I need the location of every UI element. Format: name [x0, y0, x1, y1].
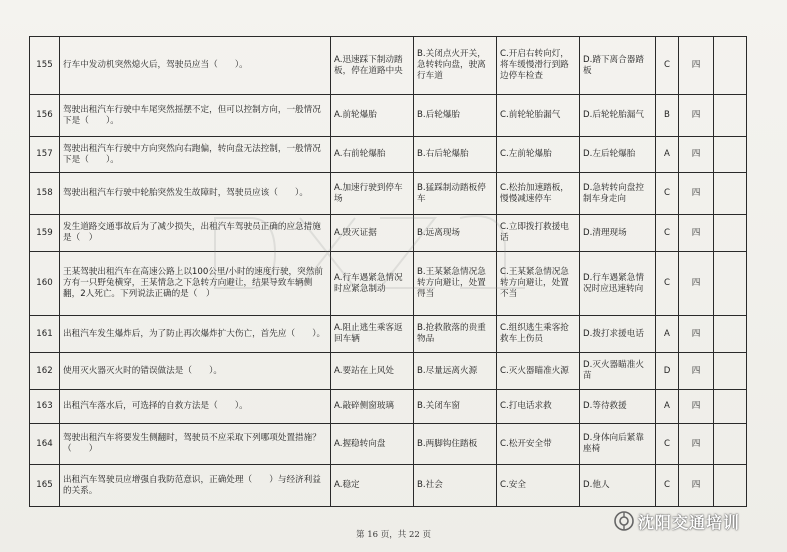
question-number: 158 [30, 173, 60, 215]
question-row [30, 37, 747, 95]
blank-cell [714, 424, 747, 465]
option-a: A.稳定 [331, 465, 414, 507]
question-category: 四 [679, 137, 714, 173]
answer-letter: B [656, 95, 679, 137]
option-b: B.抢救散落的贵重物品 [414, 316, 497, 353]
question-text: 王某驾驶出租汽车在高速公路上以100公里/小时的速度行驶，突然前方有一只野兔横穿，王某情急之下急转方向避让，结果导致车辆侧翻，2人死亡。下列说法正确的是（ ） [60, 252, 331, 316]
option-c: C.立即拨打救援电话 [497, 215, 580, 252]
blank-cell [714, 316, 747, 353]
option-d: D.清理现场 [580, 215, 656, 252]
question-number: 156 [30, 95, 60, 137]
option-c: C.松抬加速踏板，慢慢减速停车 [497, 173, 580, 215]
question-text: 行车中发动机突然熄火后，驾驶员应当（ ）。 [60, 37, 331, 95]
option-a: A.前轮爆胎 [331, 95, 414, 137]
option-b: B.关闭点火开关，急转转向盘，驶离行车道 [414, 37, 497, 95]
question-row [30, 95, 747, 137]
answer-letter: D [656, 353, 679, 390]
question-text: 出租汽车落水后，可选择的自救方法是（ ）。 [60, 390, 331, 424]
option-c: C.前轮轮胎漏气 [497, 95, 580, 137]
blank-cell [714, 465, 747, 507]
option-c: C.组织逃生乘客抢救车上伤员 [497, 316, 580, 353]
blank-cell [714, 353, 747, 390]
blank-cell [714, 215, 747, 252]
option-d: D.灭火器瞄准火苗 [580, 353, 656, 390]
answer-letter: C [656, 252, 679, 316]
question-category: 四 [679, 215, 714, 252]
option-d: D.身体向后紧靠座椅 [580, 424, 656, 465]
question-row [30, 316, 747, 353]
answer-letter: C [656, 424, 679, 465]
question-row [30, 353, 747, 390]
question-number: 157 [30, 137, 60, 173]
option-c: C.开启右转向灯，将车缓慢滑行到路边停车检查 [497, 37, 580, 95]
option-c: C.松开安全带 [497, 424, 580, 465]
option-b: B.王某紧急情况急转方向避让，处置得当 [414, 252, 497, 316]
answer-letter: C [656, 173, 679, 215]
option-b: B.关闭车窗 [414, 390, 497, 424]
question-text: 驾驶出租汽车行驶中方向突然向右跑偏，转向盘无法控制，一般情况下是（ ）。 [60, 137, 331, 173]
blank-cell [714, 37, 747, 95]
question-row [30, 137, 747, 173]
option-a: A.握稳转向盘 [331, 424, 414, 465]
question-number: 165 [30, 465, 60, 507]
question-table [29, 36, 747, 507]
option-a: A.行车遇紧急情况时应紧急制动 [331, 252, 414, 316]
question-number: 163 [30, 390, 60, 424]
option-c: C.打电话求救 [497, 390, 580, 424]
account-logo [614, 508, 774, 534]
answer-letter: A [656, 316, 679, 353]
question-category: 四 [679, 95, 714, 137]
question-text: 使用灭火器灭火时的错误做法是（ ）。 [60, 353, 331, 390]
blank-cell [714, 252, 747, 316]
question-rows [30, 37, 747, 507]
option-d: D.左后轮爆胎 [580, 137, 656, 173]
option-d: D.行车遇紧急情况时应迅速转向 [580, 252, 656, 316]
question-row [30, 173, 747, 215]
question-category: 四 [679, 465, 714, 507]
question-text: 出租汽车驾驶员应增强自我防范意识，正确处理（ ）与经济利益的关系。 [60, 465, 331, 507]
question-category: 四 [679, 390, 714, 424]
blank-cell [714, 173, 747, 215]
answer-letter: A [656, 390, 679, 424]
question-category: 四 [679, 37, 714, 95]
option-b: B.远离现场 [414, 215, 497, 252]
question-text: 驾驶出租汽车将要发生侧翻时，驾驶员不应采取下列哪项处置措施？（ ） [60, 424, 331, 465]
option-a: A.加速行驶到停车场 [331, 173, 414, 215]
blank-cell [714, 137, 747, 173]
question-category: 四 [679, 252, 714, 316]
question-text: 发生道路交通事故后为了减少损失，出租汽车驾驶员正确的应急措施是（ ） [60, 215, 331, 252]
option-d: D.后轮轮胎漏气 [580, 95, 656, 137]
question-text: 出租汽车发生爆炸后，为了防止再次爆炸扩大伤亡，首先应（ ）。 [60, 316, 331, 353]
option-c: C.安全 [497, 465, 580, 507]
question-row [30, 252, 747, 316]
question-category: 四 [679, 424, 714, 465]
question-number: 164 [30, 424, 60, 465]
option-d: D.他人 [580, 465, 656, 507]
option-c: C.左前轮爆胎 [497, 137, 580, 173]
question-row [30, 465, 747, 507]
option-d: D.急转转向盘控制车身走向 [580, 173, 656, 215]
option-a: A.迅速踩下制动踏板，停在道路中央 [331, 37, 414, 95]
option-b: B.社会 [414, 465, 497, 507]
option-c: C.王某紧急情况急转方向避让，处置不当 [497, 252, 580, 316]
option-a: A.毁灭证据 [331, 215, 414, 252]
question-row [30, 424, 747, 465]
question-number: 155 [30, 37, 60, 95]
option-b: B.右后轮爆胎 [414, 137, 497, 173]
option-b: B.尽量远离火源 [414, 353, 497, 390]
answer-letter: C [656, 215, 679, 252]
question-category: 四 [679, 316, 714, 353]
option-a: A.要站在上风处 [331, 353, 414, 390]
question-category: 四 [679, 173, 714, 215]
option-d: D.等待救援 [580, 390, 656, 424]
wechat-official-account-icon [614, 511, 634, 531]
option-a: A.右前轮爆胎 [331, 137, 414, 173]
question-row [30, 390, 747, 424]
question-category: 四 [679, 353, 714, 390]
option-b: B.两脚钩住踏板 [414, 424, 497, 465]
blank-cell [714, 390, 747, 424]
option-c: C.灭火器瞄准火源 [497, 353, 580, 390]
logo-text: 沈阳交通培训 [638, 512, 741, 532]
question-number: 162 [30, 353, 60, 390]
answer-letter: C [656, 37, 679, 95]
option-d: D.拨打求援电话 [580, 316, 656, 353]
question-number: 159 [30, 215, 60, 252]
option-a: A.阻止逃生乘客返回车辆 [331, 316, 414, 353]
answer-letter: A [656, 137, 679, 173]
option-d: D.踏下离合器踏板 [580, 37, 656, 95]
question-number: 161 [30, 316, 60, 353]
question-row [30, 215, 747, 252]
blank-cell [714, 95, 747, 137]
page-number: 第 16 页，共 22 页 [356, 530, 431, 540]
option-b: B.后轮爆胎 [414, 95, 497, 137]
question-text: 驾驶出租汽车行驶中轮胎突然发生故障时，驾驶员应该（ ）。 [60, 173, 331, 215]
question-number: 160 [30, 252, 60, 316]
option-a: A.敲碎侧窗玻璃 [331, 390, 414, 424]
option-b: B.猛踩制动踏板停车 [414, 173, 497, 215]
answer-letter: C [656, 465, 679, 507]
question-text: 驾驶出租汽车行驶中车尾突然摇摆不定，但可以控制方向，一般情况下是（ ）。 [60, 95, 331, 137]
